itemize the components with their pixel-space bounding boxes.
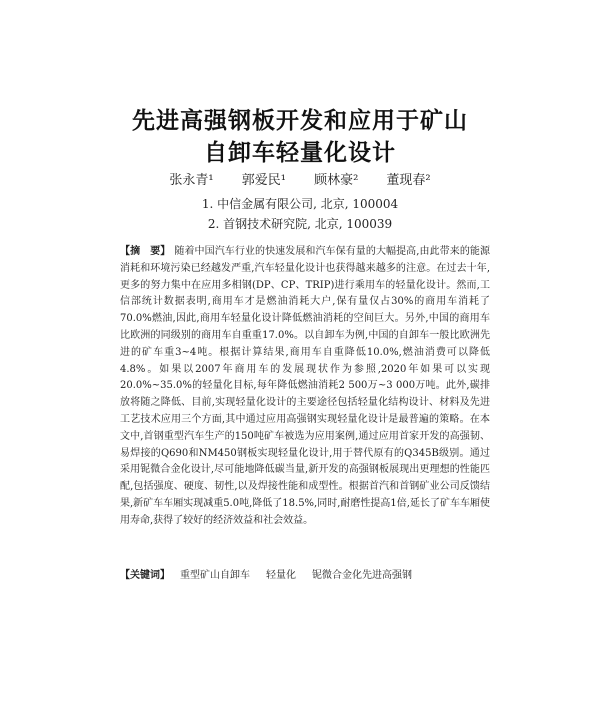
author: 顾林豪² — [314, 173, 359, 188]
affiliation-2: 2. 首钢技术研究院, 北京, 100039 — [207, 217, 393, 231]
author: 张永青¹ — [169, 173, 214, 188]
paper-title-line-1: 先进高强钢板开发和应用于矿山 — [132, 108, 468, 134]
author: 董现春² — [386, 173, 431, 188]
abstract-text: 随着中国汽车行业的快速发展和汽车保有量的大幅提高,由此带来的能源消耗和环境污染已经越发严重,汽车轻量化设计也获得越来越多的注意。在过去十年,更多的努力集中在应用多相钢(DP、CP、TRIP)进行乘用车的轻量化设计。然而,工信部统计数据表明,商用车才是燃油消耗大户,保有量仅占30%的商用车消耗了70.0%燃油,因此,商用车轻量化设计降低燃油消耗的空间巨大。另外,中国的商用车比欧洲的同级别的商用车自重重17.0%。以自卸车为例,中国的自卸车一般比欧洲先进的矿车重3~4吨。根据计算结果,商用车自重降低10.0%,燃油消费可以降低4.8%。如果以2007年商用车的发展现状作为参照,2020年如果可以实现20.0%~35.0%的轻量化目标,每年降低燃油消耗2 500万~3 000万吨。此外,碳排放将随之降低、目前,实现轻量化设计的主要途径包括轻量化结构设计、材料及先进工艺技术应用三个方面,其中通过应用高强钢实现轻量化设计是最普遍的策略。在本文中,首钢重型汽车生产的150吨矿车被选为应用案例,通过应用首家开发的高强韧、易焊接的Q690和NM450钢板实现轻量化设计,用于替代原有的Q345B级别。通过采用铌微合金化设计,尽可能地降低碳当量,新开发的高强钢板展现出更理想的性能匹配,包括强度、硬度、韧性,以及焊接性能和成型性。根据首汽和首钢矿业公司反馈结果,新矿车车厢实现减重5.0吨,降低了18.5%,同时,耐磨性提高1倍,延长了矿车车厢使用寿命,获得了较好的经济效益和社会效益。 — [120, 246, 490, 526]
paper-title-line-2: 自卸车轻量化设计 — [204, 140, 396, 166]
abstract-label: 【摘 要】 — [120, 246, 171, 257]
keywords-label: 【关键词】 — [120, 570, 170, 581]
keyword: 铌微合金化先进高强钢 — [312, 570, 412, 581]
keyword: 重型矿山自卸车 — [180, 570, 250, 581]
author: 郭爱民¹ — [241, 173, 286, 188]
affiliation-1: 1. 中信金属有限公司, 北京, 100004 — [201, 197, 399, 211]
keyword: 轻量化 — [266, 570, 296, 581]
abstract — [120, 244, 490, 530]
author-list — [0, 169, 600, 188]
keywords — [120, 568, 490, 584]
